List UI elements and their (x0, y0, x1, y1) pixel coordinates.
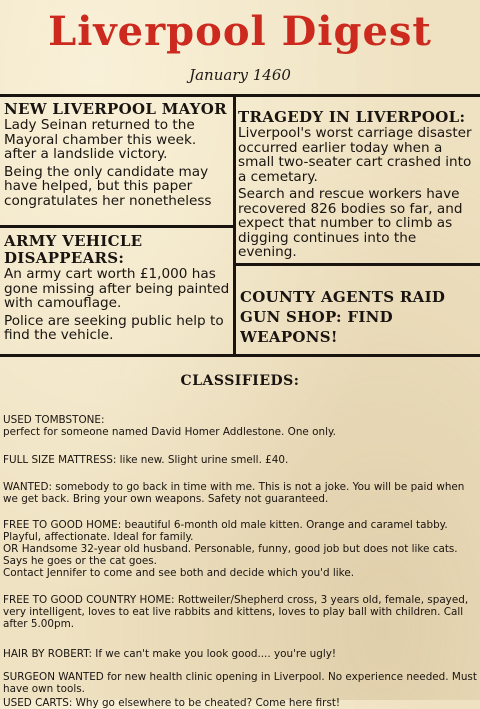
classified-ad-text: FREE TO GOOD COUNTRY HOME: Rottweiler/Shepherd cross, 3 years old, female, spayed, very intelligent, loves to eat live rabbits and kittens, loves to play ball with children. Call after 5.00pm. (3, 594, 469, 630)
story-headline: NEW LIVERPOOL MAYOR (4, 101, 227, 118)
classifieds-heading: CLASSIFIEDS: (180, 373, 300, 389)
classified-ad-text: USED TOMBSTONE: (3, 414, 105, 426)
classified-ad-text: USED CARTS: Why go elsewhere to be cheated? Come here first! (3, 697, 341, 709)
classified-ad (3, 648, 477, 660)
story-paragraph: Liverpool's worst carriage disaster occurred earlier today when a small two-seater cart crashed into a cemetary. (238, 125, 472, 185)
classifieds-section (0, 372, 480, 709)
story-paragraph: Being the only candidate may have helped, but this paper congratulates her nonetheless (4, 163, 212, 209)
classified-ad (3, 697, 477, 709)
story-mayor (4, 101, 232, 225)
news-grid (0, 94, 480, 357)
newspaper-title: Liverpool Digest (48, 8, 432, 55)
classified-ad (3, 454, 477, 466)
story-paragraph: Lady Seinan returned to the Mayoral chamber this week. after a landslide victory. (4, 117, 197, 162)
story-headline: COUNTY AGENTS RAID GUN SHOP: FIND WEAPONS! (240, 288, 446, 346)
story-army (4, 233, 232, 351)
story-body (4, 267, 232, 343)
story-tragedy (238, 109, 478, 261)
story-paragraph: Search and rescue workers have recovered 826 bodies so far, and expect that number to climb as digging continues into the evening. (238, 186, 463, 260)
classified-ad-text: WANTED: somebody to go back in time with me. This is not a joke. You will be paid when we get back. Bring your own weapons. Safety not guaranteed. (3, 481, 465, 505)
issue-date: January 1460 (189, 66, 291, 84)
classified-ad-text: SURGEON WANTED for new health clinic opening in Liverpool. No experience needed. Must have own tools. (3, 671, 477, 695)
story-raid (240, 287, 460, 349)
classified-ad-text: perfect for someone named David Homer Addlestone. One only. (3, 426, 336, 438)
story-headline: ARMY VEHICLE DISAPPEARS: (4, 233, 143, 267)
classified-ad (3, 671, 477, 695)
classified-ad-text: OR Handsome 32-year old husband. Personable, funny, good job but does not like cats. Says he goes or the cat goes. (3, 543, 458, 567)
masthead (0, 0, 480, 92)
story-headline: TRAGEDY IN LIVERPOOL: (238, 109, 466, 126)
story-paragraph: Police are seeking public help to find the vehicle. (4, 312, 224, 343)
story-paragraph: An army cart worth £1,000 has gone missing after being painted with camouflage. (4, 266, 230, 311)
classified-ad-text: Contact Jennifer to come and see both and decide which you'd like. (3, 567, 355, 579)
classified-ad-text: FREE TO GOOD HOME: beautiful 6-month old male kitten. Orange and caramel tabby. Playful, affectionate. Ideal for family. (3, 519, 448, 543)
classified-ad-text: HAIR BY ROBERT: If we can't make you look good.... you're ugly! (3, 648, 337, 660)
classified-ad (3, 594, 477, 630)
left-row-divider (0, 225, 234, 228)
story-body (238, 126, 478, 260)
classified-ad (3, 519, 477, 579)
classified-ad (3, 414, 477, 438)
story-body (4, 118, 232, 208)
classified-ad (3, 481, 477, 505)
classified-ad-text: FULL SIZE MATTRESS: like new. Slight urine smell. £40. (3, 454, 289, 466)
right-row-divider (234, 263, 480, 266)
